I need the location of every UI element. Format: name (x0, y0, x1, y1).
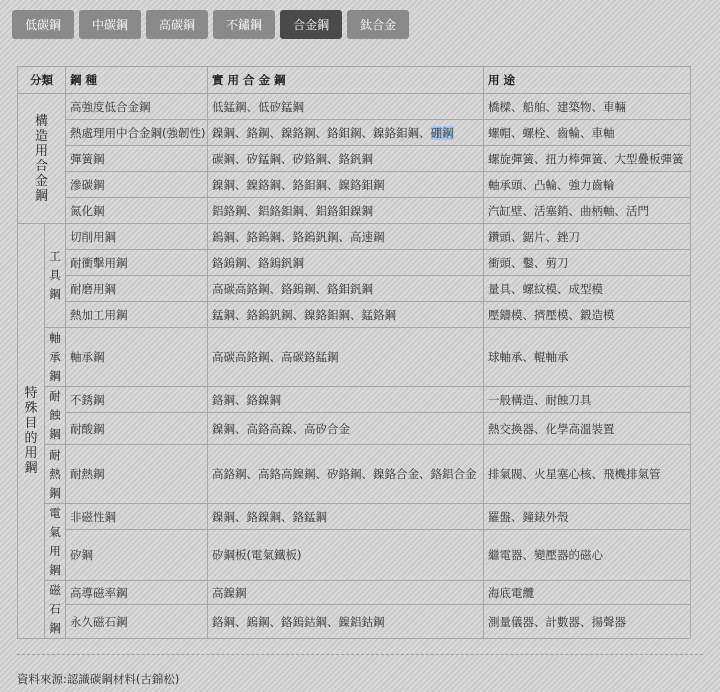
alloy-cell: 鉻鋼、鎢鋼、鉻鎢鈷鋼、鎳鋁鈷鋼 (208, 605, 484, 639)
table-row (18, 250, 691, 276)
table-row (18, 445, 691, 504)
usage-cell: 橋樑、船舶、建築物、車輛 (484, 94, 691, 120)
table-row (18, 172, 691, 198)
usage-cell: 羅盤、鐘錶外殼 (484, 504, 691, 530)
usage-cell: 繼電器、變壓器的磁心 (484, 530, 691, 581)
table-row (18, 413, 691, 445)
tab-titanium-alloy[interactable]: 鈦合金 (347, 10, 409, 39)
steel-kind-cell: 高強度低合金鋼 (66, 94, 208, 120)
usage-cell: 螺旋彈簧、扭力棒彈簧、大型疊板彈簧 (484, 146, 691, 172)
header-steel-kind: 鋼 種 (66, 67, 208, 94)
usage-cell: 量具、螺紋模、成型模 (484, 276, 691, 302)
alloy-cell: 矽鋼板(電氣鐵板) (208, 530, 484, 581)
header-practical-alloy: 實 用 合 金 鋼 (208, 67, 484, 94)
tab-medium-carbon-steel[interactable]: 中碳鋼 (79, 10, 141, 39)
source-note: 資料來源:認識碳鋼材料(古錦松) (17, 672, 180, 686)
alloy-text: 鎳鋼、鉻鋼、鎳鉻鋼、鉻鉬鋼、鎳鉻鉬鋼、 (212, 125, 431, 140)
header-usage: 用 途 (484, 67, 691, 94)
usage-cell: 螺帽、螺栓、齒輪、車軸 (484, 120, 691, 146)
steel-kind-cell: 軸承鋼 (66, 328, 208, 387)
steel-kind-cell: 高導磁率鋼 (66, 581, 208, 605)
steel-kind-cell: 非磁性鋼 (66, 504, 208, 530)
alloy-cell: 高鎳鋼 (208, 581, 484, 605)
usage-cell: 壓鑄模、擠壓模、鍛造模 (484, 302, 691, 328)
steel-kind-cell: 熱加工用鋼 (66, 302, 208, 328)
table-row (18, 387, 691, 413)
selected-text-highlight: 硼鋼 (430, 125, 454, 140)
steel-kind-cell: 永久磁石鋼 (66, 605, 208, 639)
alloy-cell: 高鉻鋼、高鉻高鎳鋼、矽鉻鋼、鎳鉻合金、鉻鋁合金 (208, 445, 484, 504)
alloy-cell: 低錳鋼、低矽錳鋼 (208, 94, 484, 120)
alloy-cell: 鎳鋼、高鉻高鎳、高矽合金 (208, 413, 484, 445)
alloy-cell: 鉻鋼、鉻鎳鋼 (208, 387, 484, 413)
table-row (18, 581, 691, 605)
table-row (18, 504, 691, 530)
usage-cell: 鑽頭、鋸片、銼刀 (484, 224, 691, 250)
dashed-divider (17, 654, 703, 655)
subgroup-magnet-steel: 磁石鋼 (45, 581, 66, 639)
table-row (18, 120, 691, 146)
steel-kind-cell: 耐衝擊用鋼 (66, 250, 208, 276)
alloy-cell (208, 120, 484, 146)
usage-cell: 汽缸壁、活塞銷、曲柄軸、活門 (484, 198, 691, 224)
group-special-purpose-steel: 特殊目的用鋼 (18, 224, 45, 639)
table-row (18, 198, 691, 224)
alloy-cell: 鎳鋼、鎳鉻鋼、鉻鉬鋼、鎳鉻鉬鋼 (208, 172, 484, 198)
tab-high-carbon-steel[interactable]: 高碳鋼 (146, 10, 208, 39)
table-row (18, 328, 691, 387)
tab-alloy-steel[interactable]: 合金鋼 (280, 10, 342, 39)
usage-cell: 排氣閥、火星塞心核、飛機排氣管 (484, 445, 691, 504)
steel-kind-cell: 耐熱鋼 (66, 445, 208, 504)
table-header-row (18, 67, 691, 94)
alloy-cell: 碳鋼、矽錳鋼、矽鉻鋼、鉻釩鋼 (208, 146, 484, 172)
tab-stainless-steel[interactable]: 不鏽鋼 (213, 10, 275, 39)
usage-cell: 熱交換器、化學高溫裝置 (484, 413, 691, 445)
table-row (18, 146, 691, 172)
table-row (18, 605, 691, 639)
steel-kind-cell: 熱處理用中合金鋼(強韌性) (66, 120, 208, 146)
steel-kind-cell: 矽鋼 (66, 530, 208, 581)
alloy-cell: 鋁鉻鋼、鋁鉻鉬鋼、鋁鉻鉬鎳鋼 (208, 198, 484, 224)
alloy-cell: 鉻鎢鋼、鉻鎢釩鋼 (208, 250, 484, 276)
steel-kind-cell: 滲碳鋼 (66, 172, 208, 198)
header-category: 分類 (18, 67, 66, 94)
alloy-steel-table (17, 66, 691, 639)
alloy-cell: 高碳高鉻鋼、高碳鉻錳鋼 (208, 328, 484, 387)
table-row (18, 224, 691, 250)
table-row (18, 302, 691, 328)
group-structural-alloy-steel: 構造用合金鋼 (18, 94, 66, 224)
usage-cell: 球軸承、輥軸承 (484, 328, 691, 387)
subgroup-heat-resistant-steel: 耐熱鋼 (45, 445, 66, 504)
tab-bar (12, 10, 409, 39)
subgroup-electrical-steel: 電氣用鋼 (45, 504, 66, 581)
table-row (18, 530, 691, 581)
alloy-cell: 鎳鋼、鉻鎳鋼、鉻錳鋼 (208, 504, 484, 530)
steel-kind-cell: 彈簧鋼 (66, 146, 208, 172)
steel-kind-cell: 氮化鋼 (66, 198, 208, 224)
subgroup-bearing-steel: 軸承鋼 (45, 328, 66, 387)
subgroup-tool-steel: 工具鋼 (45, 224, 66, 328)
usage-cell: 測量儀器、計數器、揚聲器 (484, 605, 691, 639)
steel-kind-cell: 不銹鋼 (66, 387, 208, 413)
usage-cell: 衝頭、鑿、剪刀 (484, 250, 691, 276)
table-row (18, 94, 691, 120)
tab-low-carbon-steel[interactable]: 低碳鋼 (12, 10, 74, 39)
table-row (18, 276, 691, 302)
subgroup-corrosion-resistant-steel: 耐蝕鋼 (45, 387, 66, 445)
alloy-cell: 高碳高鉻鋼、鉻鎢鋼、鉻鉬釩鋼 (208, 276, 484, 302)
steel-kind-cell: 耐酸鋼 (66, 413, 208, 445)
alloy-cell: 錳鋼、鉻鎢釩鋼、鎳鉻鉬鋼、錳鉻鋼 (208, 302, 484, 328)
steel-kind-cell: 切削用鋼 (66, 224, 208, 250)
alloy-cell: 鎢鋼、鉻鎢鋼、鉻鎢釩鋼、高速鋼 (208, 224, 484, 250)
usage-cell: 一般構造、耐蝕刀具 (484, 387, 691, 413)
usage-cell: 海底電纜 (484, 581, 691, 605)
steel-kind-cell: 耐磨用鋼 (66, 276, 208, 302)
usage-cell: 軸承頭、凸輪、強力齒輪 (484, 172, 691, 198)
